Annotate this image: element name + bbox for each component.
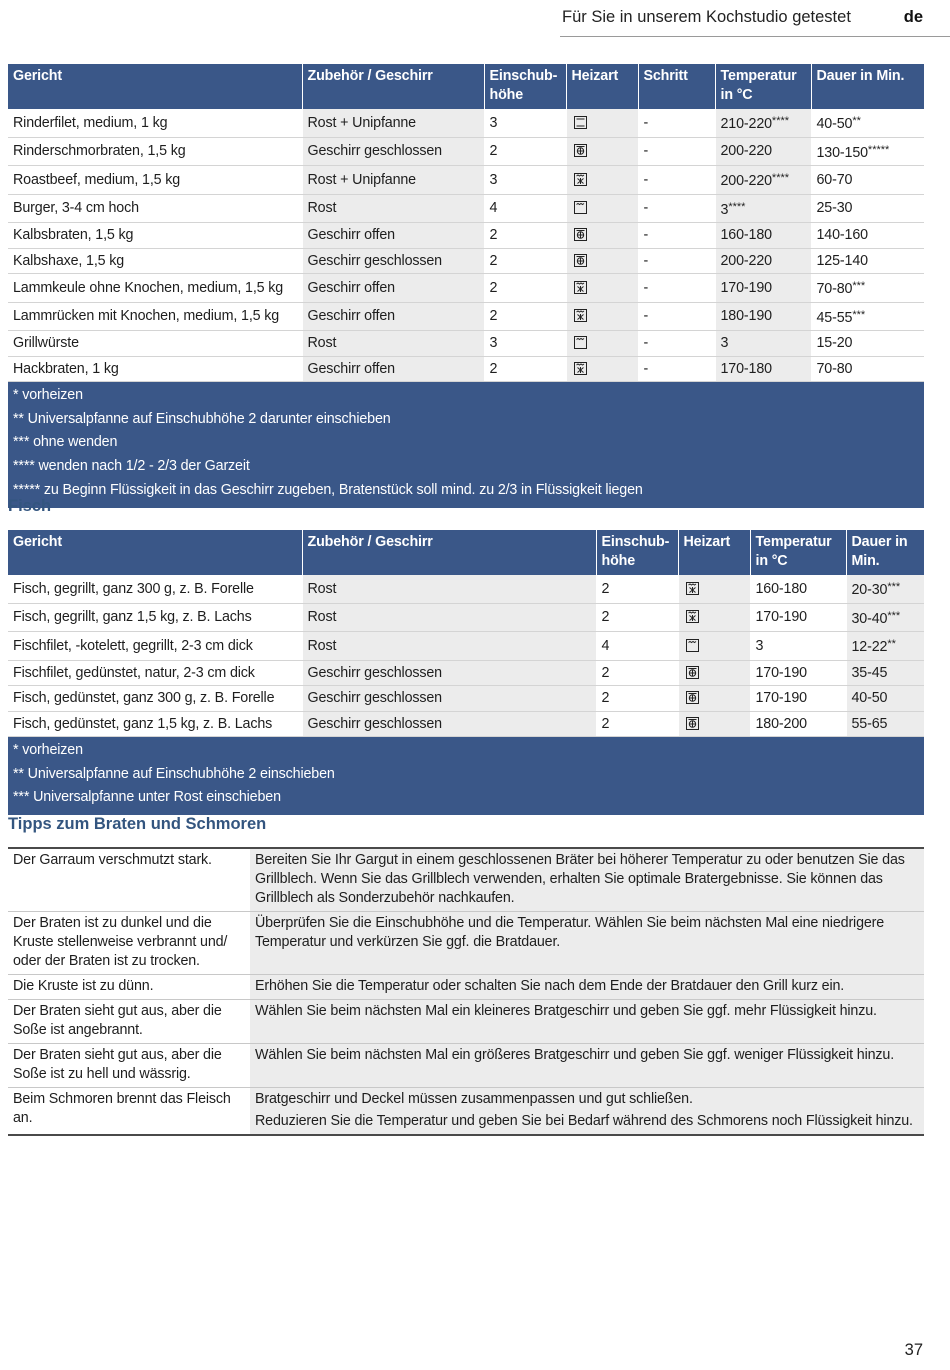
table-cell [750, 686, 846, 712]
table-cell [484, 331, 566, 357]
cell-text: 40-50 [851, 690, 888, 706]
footnote-line: * vorheizen [13, 387, 83, 403]
table-cell [715, 137, 811, 166]
table-row [8, 686, 924, 712]
cell-text: - [643, 360, 649, 377]
grill-fan-icon [686, 610, 699, 623]
table-cell [302, 274, 484, 303]
table-cell [302, 109, 484, 137]
table-cell [302, 603, 596, 632]
table-cell [811, 137, 924, 166]
cell-text: - [643, 308, 649, 324]
footnote-marker: **** [728, 200, 746, 213]
table-cell [8, 302, 302, 331]
table-cell [811, 331, 924, 357]
footnote-marker: **** [771, 115, 790, 127]
cell-text: Kalbsbraten, 1,5 kg [13, 227, 134, 243]
cell-text: Grillwürste [13, 335, 79, 351]
table-row [8, 660, 924, 686]
cell-text: 180-200 [755, 715, 807, 732]
cell-text: Fisch, gedünstet, ganz 1,5 kg, z. B. Lachs [13, 715, 273, 732]
cell-text: 160-180 [720, 227, 772, 243]
footnote-marker: ***** [867, 143, 890, 156]
column-header: Heizart [678, 530, 750, 575]
column-header: Temperatur in °C [715, 64, 811, 109]
fan-icon [574, 144, 587, 157]
cell-text: Kalbshaxe, 1,5 kg [13, 252, 125, 269]
table-cell [484, 302, 566, 331]
solution-text: Erhöhen Sie die Temperatur oder schalten Sie nach dem Ende der Bratdauer den Grill kurz ein. [255, 978, 845, 994]
table-row [8, 109, 924, 137]
cell-text: 3 [755, 637, 764, 654]
cell-text: 170-180 [720, 360, 772, 377]
table-cell [715, 248, 811, 274]
footnote-line: ** Universalpfanne auf Einschubhöhe 2 einschieben [13, 765, 335, 782]
column-header: Einschub- höhe [596, 530, 678, 575]
solution-text: Bereiten Sie Ihr Gargut in einem geschlossenen Bräter bei höherer Temperatur zu oder benutzen Sie das Grillblech. Wenn Sie das Grillblech verwenden, erhalten Sie optimale Bratergebnisse. Sie können das Grillblech als Sonderzubehör nachkaufen. [255, 852, 905, 906]
table-cell [8, 109, 302, 137]
table-header-row [8, 64, 924, 109]
problem-text: Der Braten ist zu dunkel und die Kruste stellenweise verbrannt und/ oder der Braten ist zu trocken. [8, 912, 250, 975]
cell-text: Rost + Unipfanne [307, 114, 416, 131]
table-cell [596, 686, 678, 712]
cell-text: 2 [601, 664, 610, 681]
footnote-marker: *** [887, 581, 901, 593]
table-cell [811, 194, 924, 223]
cell-text: 55-65 [851, 715, 888, 732]
cell-text: 60-70 [816, 171, 853, 188]
cell-text: 70-80 [816, 360, 853, 377]
table-cell [715, 331, 811, 357]
cell-text: 170-190 [720, 279, 772, 296]
column-header: Dauer in Min. [811, 64, 924, 109]
fan-icon [686, 691, 699, 704]
table-cell [302, 166, 484, 195]
cell-text: 180-190 [720, 308, 772, 324]
table-cell [484, 166, 566, 195]
footnotes [8, 737, 924, 816]
column-header: Gericht [8, 530, 302, 575]
footnote-marker: *** [852, 308, 866, 321]
cell-text: Burger, 3-4 cm hoch [13, 200, 139, 216]
table-cell [811, 302, 924, 331]
table-cell [302, 223, 484, 249]
table-cell [638, 194, 715, 223]
cell-text: 3 [720, 335, 729, 351]
footnote-line: * vorheizen [13, 742, 83, 758]
table-cell [484, 248, 566, 274]
cell-text: 2 [489, 279, 498, 296]
cell-text: 2 [489, 360, 498, 377]
footnote-marker: ** [852, 115, 861, 127]
cell-text: 4 [601, 637, 610, 654]
cell-text: Rost [307, 637, 337, 654]
cell-text: 45-55 [816, 309, 853, 326]
tip-row [8, 1088, 924, 1136]
table-cell [638, 166, 715, 195]
footnote-line: ** Universalpfanne auf Einschubhöhe 2 darunter einschieben [13, 410, 391, 427]
grill-fan-icon [574, 173, 587, 186]
heat-mode-cell [566, 137, 638, 166]
heat-mode-cell [678, 660, 750, 686]
table-cell [8, 575, 302, 603]
grill-icon [574, 201, 587, 214]
cell-text: Geschirr geschlossen [307, 715, 442, 732]
grill-icon [574, 336, 587, 349]
solution-cell [250, 912, 925, 975]
table-cell [8, 137, 302, 166]
column-header: Temperatur in °C [750, 530, 846, 575]
column-header: Heizart [566, 64, 638, 109]
footnote-line: *** ohne wenden [13, 434, 118, 451]
table-cell [484, 109, 566, 137]
table-cell [811, 248, 924, 274]
table-cell [484, 223, 566, 249]
tips-section-title: Tipps zum Braten und Schmoren [8, 815, 267, 833]
column-header: Zubehör / Geschirr [302, 530, 596, 575]
solution-text: Überprüfen Sie die Einschubhöhe und die Temperatur. Wählen Sie beim nächsten Mal eine niedrigere Temperatur und verkürzen Sie ggf. die Bratdauer. [255, 915, 885, 950]
table-cell [750, 632, 846, 661]
fan-icon [686, 666, 699, 679]
table-cell [811, 109, 924, 137]
table-cell [8, 248, 302, 274]
cell-text: Geschirr offen [307, 308, 395, 324]
cell-text: 125-140 [816, 252, 868, 269]
cell-text: 3 [489, 114, 498, 131]
cell-text: 210-220 [720, 116, 772, 132]
table-cell [811, 166, 924, 195]
table-row [8, 137, 924, 166]
cell-text: 30-40 [851, 610, 888, 627]
footnote-line: ***** zu Beginn Flüssigkeit in das Geschirr zugeben, Bratenstück soll mind. zu 2/3 in Flüssigkeit liegen [13, 481, 643, 498]
table-cell [715, 356, 811, 382]
table-cell [302, 356, 484, 382]
table-cell [484, 137, 566, 166]
cell-text: 2 [489, 252, 498, 269]
cell-text: Rost + Unipfanne [307, 171, 416, 188]
cell-text: Lammkeule ohne Knochen, medium, 1,5 kg [13, 279, 284, 296]
table-row [8, 166, 924, 195]
column-header: Schritt [638, 64, 715, 109]
circulating-air-icon [574, 254, 587, 267]
cell-text: 3 [720, 201, 729, 218]
table-cell [596, 632, 678, 661]
cell-text: Fisch, gegrillt, ganz 1,5 kg, z. B. Lachs [13, 609, 252, 625]
cell-text: Rinderfilet, medium, 1 kg [13, 114, 168, 131]
table-cell [811, 356, 924, 382]
cell-text: Rost [307, 609, 337, 625]
footnote-marker: *** [852, 280, 866, 292]
column-header: Einschub- höhe [484, 64, 566, 109]
cell-text: 2 [489, 308, 498, 324]
table-cell [8, 686, 302, 712]
fan-icon [686, 717, 699, 730]
solution-cell [250, 1044, 925, 1088]
table-row [8, 274, 924, 303]
table-cell [846, 575, 924, 603]
table-row [8, 711, 924, 737]
cell-text: 4 [489, 200, 498, 216]
language-code: de [903, 8, 923, 26]
fish-section-title: Fisch [8, 497, 52, 515]
cell-text: 2 [489, 227, 498, 243]
table-cell [8, 331, 302, 357]
cell-text: - [643, 171, 649, 188]
table-cell [302, 302, 484, 331]
cell-text: 70-80 [816, 281, 853, 297]
cell-text: Fischfilet, -kotelett, gegrillt, 2-3 cm dick [13, 637, 253, 654]
table-cell [750, 575, 846, 603]
heat-mode-cell [678, 711, 750, 737]
heat-mode-cell [566, 248, 638, 274]
cell-text: 140-160 [816, 227, 868, 243]
problem-text: Die Kruste ist zu dünn. [8, 975, 250, 1000]
footnotes-row [8, 382, 924, 508]
solution-cell [250, 848, 925, 912]
cell-text: 2 [601, 715, 610, 732]
table-row [8, 575, 924, 603]
heat-mode-cell [566, 331, 638, 357]
cell-text: - [643, 335, 649, 351]
solution-text: Wählen Sie beim nächsten Mal ein größeres Bratgeschirr und geben Sie ggf. weniger Flüssigkeit hinzu. [255, 1047, 895, 1063]
table-cell [302, 194, 484, 223]
grill-fan-icon [686, 582, 699, 595]
table-cell [811, 223, 924, 249]
cell-text: Geschirr geschlossen [307, 690, 442, 706]
cell-text: 130-150 [816, 144, 868, 161]
grill-fan-icon [574, 309, 587, 322]
table-cell [846, 711, 924, 737]
table-cell [8, 223, 302, 249]
table-cell [750, 660, 846, 686]
cell-text: 170-190 [755, 690, 807, 706]
cell-text: Hackbraten, 1 kg [13, 360, 119, 377]
column-header: Gericht [8, 64, 302, 109]
page-number: 37 [904, 1341, 923, 1359]
table-cell [715, 302, 811, 331]
footnotes [8, 382, 924, 508]
heat-mode-cell [566, 302, 638, 331]
cell-text: 2 [601, 609, 610, 625]
cell-text: Geschirr geschlossen [307, 143, 442, 159]
table-cell [484, 274, 566, 303]
table-cell [715, 109, 811, 137]
table-cell [811, 274, 924, 303]
table-row [8, 302, 924, 331]
cell-text: Geschirr offen [307, 227, 395, 243]
table-row [8, 331, 924, 357]
footnote-marker: ** [887, 638, 896, 650]
cell-text: 200-220 [720, 143, 772, 159]
column-header: Dauer in Min. [846, 530, 924, 575]
grill-fan-icon [574, 362, 587, 375]
table-cell [596, 603, 678, 632]
table-cell [750, 711, 846, 737]
table-cell [8, 356, 302, 382]
heat-mode-cell [566, 109, 638, 137]
cell-text: Rost [307, 335, 337, 351]
solution-cell [250, 1000, 925, 1044]
column-header: Zubehör / Geschirr [302, 64, 484, 109]
heat-mode-cell [566, 356, 638, 382]
solution-text: Reduzieren Sie die Temperatur und geben Sie bei Bedarf während des Schmorens noch Flüssigkeit hinzu. [255, 1113, 913, 1129]
table-cell [302, 137, 484, 166]
cell-text: 40-50 [816, 116, 853, 132]
meat-cooking-table [8, 64, 924, 508]
table-cell [8, 632, 302, 661]
footnote-marker: *** [887, 609, 901, 622]
table-cell [484, 356, 566, 382]
table-row [8, 356, 924, 382]
table-cell [846, 660, 924, 686]
table-cell [638, 274, 715, 303]
cell-text: - [643, 200, 649, 216]
heat-mode-cell [566, 274, 638, 303]
table-cell [302, 686, 596, 712]
cell-text: 12-22 [851, 639, 888, 655]
cell-text: Lammrücken mit Knochen, medium, 1,5 kg [13, 308, 280, 324]
cell-text: 2 [489, 143, 498, 159]
cell-text: 3 [489, 171, 498, 188]
table-cell [846, 686, 924, 712]
cell-text: Geschirr geschlossen [307, 664, 442, 681]
cell-text: 2 [601, 690, 610, 706]
table-cell [8, 660, 302, 686]
tip-row [8, 975, 924, 1000]
table-cell [596, 711, 678, 737]
cell-text: - [643, 143, 649, 159]
cell-text: 2 [601, 580, 610, 597]
table-cell [638, 137, 715, 166]
table-cell [302, 248, 484, 274]
cell-text: 20-30 [851, 582, 888, 598]
table-cell [715, 223, 811, 249]
cell-text: Fisch, gedünstet, ganz 300 g, z. B. Forelle [13, 690, 275, 706]
heat-mode-cell [678, 603, 750, 632]
tip-row [8, 848, 924, 912]
table-cell [8, 603, 302, 632]
cell-text: - [643, 252, 649, 269]
problem-text: Beim Schmoren brennt das Fleisch an. [8, 1088, 250, 1136]
table-cell [302, 711, 596, 737]
cell-text: - [643, 114, 649, 131]
table-cell [638, 356, 715, 382]
table-row [8, 223, 924, 249]
grill-icon [686, 639, 699, 652]
solution-text: Bratgeschirr und Deckel müssen zusammenpassen und gut schließen. [255, 1091, 693, 1107]
table-cell [302, 632, 596, 661]
cell-text: Rinderschmorbraten, 1,5 kg [13, 143, 186, 159]
table-cell [8, 711, 302, 737]
problem-text: Der Garraum verschmutzt stark. [8, 848, 250, 912]
problem-text: Der Braten sieht gut aus, aber die Soße ist zu hell und wässrig. [8, 1044, 250, 1088]
cell-text: Geschirr geschlossen [307, 252, 442, 269]
heat-mode-cell [566, 194, 638, 223]
cell-text: Rost [307, 580, 337, 597]
cell-text: Fisch, gegrillt, ganz 300 g, z. B. Forelle [13, 580, 254, 597]
tip-row [8, 1000, 924, 1044]
grill-fan-icon [574, 281, 587, 294]
table-cell [846, 632, 924, 661]
cell-text: Roastbeef, medium, 1,5 kg [13, 171, 181, 188]
page-header-title: Für Sie in unserem Kochstudio getestet [562, 8, 851, 26]
tips-table [8, 847, 924, 1136]
table-cell [715, 274, 811, 303]
heat-mode-cell [566, 166, 638, 195]
table-cell [302, 660, 596, 686]
footnote-marker: **** [771, 172, 790, 184]
table-cell [638, 223, 715, 249]
table-cell [302, 331, 484, 357]
table-cell [596, 575, 678, 603]
fan-icon [574, 228, 587, 241]
cell-text: 35-45 [851, 664, 888, 681]
footnotes-row [8, 737, 924, 816]
table-cell [8, 166, 302, 195]
cell-text: Fischfilet, gedünstet, natur, 2-3 cm dick [13, 664, 255, 681]
problem-text: Der Braten sieht gut aus, aber die Soße ist angebrannt. [8, 1000, 250, 1044]
cell-text: 200-220 [720, 252, 772, 269]
table-cell [638, 302, 715, 331]
cell-text: 15-20 [816, 335, 853, 351]
table-row [8, 632, 924, 661]
solution-cell [250, 1088, 925, 1136]
solution-text: Wählen Sie beim nächsten Mal ein kleineres Bratgeschirr und geben Sie ggf. mehr Flüssigkeit hinzu. [255, 1003, 877, 1019]
footnote-line: *** Universalpfanne unter Rost einschieben [13, 789, 281, 806]
cell-text: - [643, 227, 649, 243]
table-cell [8, 274, 302, 303]
table-row [8, 248, 924, 274]
solution-cell [250, 975, 925, 1000]
cell-text: 160-180 [755, 580, 807, 597]
table-cell [638, 331, 715, 357]
table-cell [750, 603, 846, 632]
cell-text: 170-190 [755, 664, 807, 681]
cell-text: Geschirr offen [307, 360, 395, 377]
heat-mode-cell [678, 686, 750, 712]
heat-mode-cell [566, 223, 638, 249]
table-cell [638, 109, 715, 137]
table-header-row [8, 530, 924, 575]
table-cell [638, 248, 715, 274]
table-row [8, 194, 924, 223]
heat-mode-cell [678, 575, 750, 603]
table-cell [846, 603, 924, 632]
cell-text: Rost [307, 200, 337, 216]
cell-text: 200-220 [720, 173, 772, 189]
table-cell [596, 660, 678, 686]
heat-mode-cell [678, 632, 750, 661]
cell-text: 25-30 [816, 200, 853, 216]
tip-row [8, 1044, 924, 1088]
table-cell [8, 194, 302, 223]
topbottom-icon [574, 116, 587, 129]
cell-text: - [643, 279, 649, 296]
table-cell [484, 194, 566, 223]
footnote-line: **** wenden nach 1/2 - 2/3 der Garzeit [13, 458, 250, 475]
cell-text: 3 [489, 335, 498, 351]
table-cell [302, 575, 596, 603]
table-cell [715, 194, 811, 223]
cell-text: Geschirr offen [307, 279, 395, 296]
table-cell [715, 166, 811, 195]
fish-cooking-table [8, 530, 924, 815]
tip-row [8, 912, 924, 975]
table-row [8, 603, 924, 632]
cell-text: 170-190 [755, 609, 807, 625]
